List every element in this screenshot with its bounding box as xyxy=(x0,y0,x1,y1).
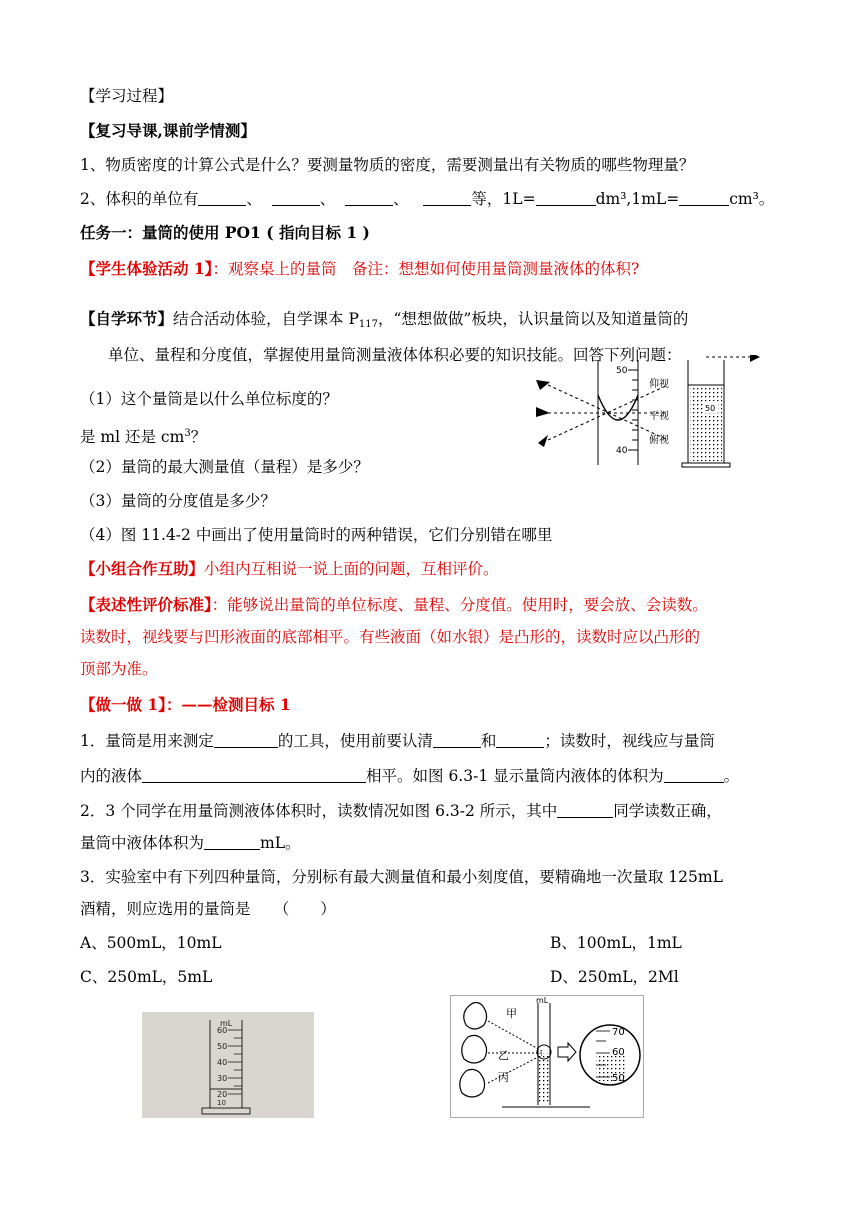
practice-3-line-1: 3．实验室中有下列四种量筒，分别标有最大测量值和最小刻度值，要精确地一次量取 125mL xyxy=(80,868,723,886)
eye-icon xyxy=(536,380,550,447)
review-question-1: 1、物质密度的计算公式是什么？要测量物质的密度，需要测量出有关物质的哪些物理量？ xyxy=(80,156,695,174)
cylinder-photo-figure xyxy=(142,1012,314,1118)
student-c: 丙 xyxy=(498,1071,509,1084)
zoom-tick-60: 60 xyxy=(612,1047,625,1058)
cylinder-unit: mL xyxy=(536,996,549,1005)
student-b: 乙 xyxy=(498,1049,509,1062)
scale-bottom-tick: 40 xyxy=(616,446,628,456)
label-look-up: 仰视 xyxy=(649,379,669,390)
zoom-tick-50: 50 xyxy=(612,1073,625,1084)
practice-1-line-1: 1．量筒是用来测定 的工具，使用前要认清 和 ；读数时，视线应与量筒 xyxy=(80,732,715,750)
eval-criteria-line-2: 读数时，视线要与凹形液面的底部相平。有些液面（如水银）是凸形的，读数时应以凸形的 xyxy=(80,628,701,646)
student-a: 甲 xyxy=(506,1007,517,1020)
right-scale-tick: 50 xyxy=(705,404,716,413)
photo-tick-60: 60 xyxy=(217,1026,228,1035)
photo-tick-40: 40 xyxy=(217,1058,228,1067)
section-title: 【学习过程】 xyxy=(80,87,174,105)
question-3: （3）量筒的分度值是多少？ xyxy=(80,492,276,510)
label-look-down: 俯视 xyxy=(649,435,669,446)
scale-top-tick: 50 xyxy=(616,366,628,376)
photo-tick-20: 20 xyxy=(217,1090,228,1099)
question-1b: 是 ml 还是 $cm^3$？ xyxy=(80,428,207,446)
review-question-2: 2、体积的单位有 、 、 、 等，1L= dm³,1mL= cm³。 xyxy=(80,190,775,208)
zoom-tick-70: 70 xyxy=(612,1027,625,1038)
option-d: D、250mL，2Ml xyxy=(550,968,679,986)
photo-unit: mL xyxy=(220,1019,233,1028)
practice-2-line-2: 量筒中液体体积为 mL。 xyxy=(80,834,301,852)
practice-heading: 【做一做 1】：——检测目标 1 xyxy=(80,695,291,714)
photo-tick-50: 50 xyxy=(217,1042,228,1051)
eval-criteria-line-3: 顶部为准。 xyxy=(80,660,158,678)
eval-criteria-line-1: 【表述性评价标准】：能够说出量筒的单位标度、量程、分度值。使用时，要会放、会读数。 xyxy=(80,595,708,614)
photo-tick-10: 10 xyxy=(217,1099,226,1107)
reading-method-figure xyxy=(528,355,766,470)
practice-3-line-2: 酒精，则应选用的量筒是 （ ） xyxy=(80,900,336,918)
practice-2-line-1: 2．3 个同学在用量筒测液体体积时，读数情况如图 6.3-2 所示，其中 同学读数正确， xyxy=(80,802,722,820)
option-c: C、250mL，5mL xyxy=(80,968,213,986)
arrow-icon xyxy=(750,355,760,362)
review-heading: 【复习导课,课前学情测】 xyxy=(80,121,256,140)
practice-1-line-2: 内的液体 相平。如图 6.3-1 显示量筒内液体的体积为 。 xyxy=(80,767,740,785)
activity-1: 【学生体验活动 1】：观察桌上的量筒 备注：想想如何使用量筒测量液体的体积? xyxy=(80,259,640,278)
label-look-level: 平视 xyxy=(649,411,669,422)
option-b: B、100mL，1mL xyxy=(550,934,682,952)
self-study-line-1: 【自学环节】结合活动体验，自学课本 $P_{117}$，“想想做做”板块，认识量筒以及知道量筒的 xyxy=(80,309,689,330)
question-2: （2）量筒的最大测量值（量程）是多少？ xyxy=(80,458,369,476)
group-cooperation: 【小组合作互助】小组内互相说一说上面的问题，互相评价。 xyxy=(80,559,499,578)
option-a: A、500mL，10mL xyxy=(80,934,222,952)
students-reading-figure xyxy=(450,995,644,1118)
self-study-line-2: 单位、量程和分度值，掌握使用量筒测量液体体积必要的知识技能。回答下列问题： xyxy=(108,346,682,364)
question-4: （4）图 11.4-2 中画出了使用量筒时的两种错误，它们分别错在哪里 xyxy=(80,526,553,544)
liquid-pattern xyxy=(690,387,722,461)
task1-heading: 任务一：量筒的使用 PO1 ( 指向目标 1 ) xyxy=(80,223,370,242)
photo-tick-30: 30 xyxy=(217,1074,228,1083)
question-1a: （1）这个量筒是以什么单位标度的？ xyxy=(80,390,338,408)
